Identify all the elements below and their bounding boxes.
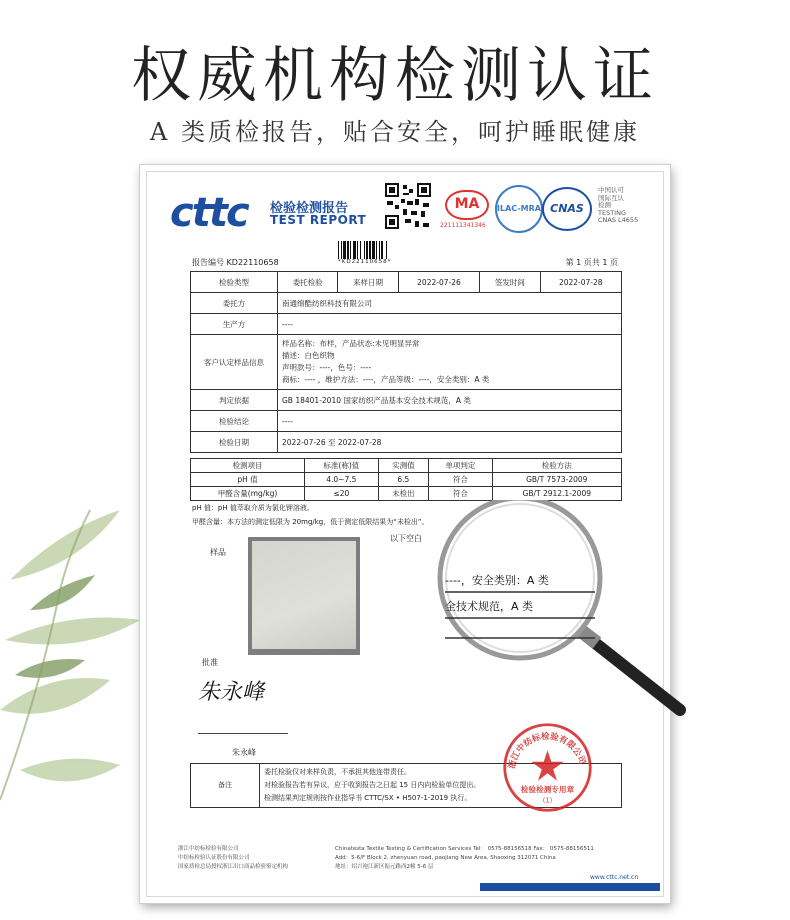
table-row: 甲醛含量(mg/kg) ≤20 未检出 符合 GB/T 2912.1-2009 <box>191 487 622 501</box>
footer-company: 浙江中纺标检验有限公司 中纺标检验认证股份有限公司 国家质检总局授权浙江出口商品检验鉴定机构 <box>178 846 289 870</box>
results-header-row: 检测项目 标准(称)值 实测值 单项判定 检验方法 <box>191 459 622 473</box>
svg-text:检验检测专用章: 检验检测专用章 <box>520 785 575 795</box>
page-title: 权威机构检测认证 <box>131 41 659 111</box>
cnas-badge: CNAS <box>542 187 592 231</box>
leaf-decoration <box>0 470 160 810</box>
svg-text:(1): (1) <box>542 796 553 805</box>
table-row: pH 值 4.0~7.5 6.5 符合 GB/T 7573-2009 <box>191 473 622 487</box>
remarks-table: 备注 委托检验仅对来样负责，不承担其他连带责任。 对检验报告若有异议，应于收到报告之日起 15 日内向检验单位提出。 检测结果判定规则按作业指导书 CTTC/SX • H507-1-2019 执行。 <box>190 763 622 808</box>
cma-number: 221111341346 <box>440 222 486 229</box>
qr-code-icon <box>385 183 431 229</box>
footer-bar <box>480 883 660 891</box>
fabric-sample-image <box>248 537 360 655</box>
test-results-table <box>190 458 622 501</box>
report-info-table: 检验类型 委托检验 来样日期 2022-07-26 签发时间 2022-07-28 委托方 南通绵酷纺织科技有限公司 生产方 ---- 客户认定样品信息 样品名称：布样，产品状态:未见明显异常 描述：白色织物 声明款号：----，色号：---- 商标：---- ，维护方法：----，产品等级：----，安全类别：A 类 判定依据 GB 18401-2010 国家纺织产品基本安全技术规范，A 类 检验结论 ---- 检验日期 2022-07-26 至 2022-07-28 <box>190 271 622 453</box>
cttc-logo <box>170 190 367 236</box>
cma-badge: MA <box>445 190 489 220</box>
signer-name: 朱永峰 <box>232 748 256 757</box>
official-stamp <box>500 720 595 815</box>
magnified-text-1: ----，安全类别：A 类 <box>445 574 549 587</box>
note-formaldehyde: 甲醛含量：本方法的测定低限为 20mg/kg，低于测定低限结果为“未检出”。 <box>192 518 429 526</box>
barcode <box>337 241 413 259</box>
approve-label: 批准 <box>202 658 218 667</box>
page-number: 第 1 页共 1 页 <box>565 258 618 267</box>
svg-text:浙江中纺标检验有限公司: 浙江中纺标检验有限公司 <box>507 731 587 770</box>
magnifying-glass-icon <box>425 500 695 720</box>
report-title-cn: 检验检测报告 <box>270 201 349 216</box>
sample-label: 样品 <box>210 548 226 557</box>
signature-line <box>198 733 288 734</box>
blank-below-label: 以下空白 <box>390 534 422 543</box>
footer-contact: Chinatesta Textile Testing & Certification Services Tel： 0575-88156518 Fax： 0575-88156511 Add：5-6/F Block 2, zhenyuan road, paojiang New Area, Shaoxing 312071 China 地址：绍兴袍江新区振元路西2幢 5-6 层 <box>335 846 594 870</box>
magnified-text-2: 全技术规范，A 类 <box>445 600 534 613</box>
note-ph: pH 值：pH 值萃取介质为氯化钾溶液。 <box>192 504 314 512</box>
testing-label: 中国认可 国际互认 检测 TESTING CNAS L4655 <box>598 186 639 224</box>
cttc-logo-mark: cttc <box>170 190 248 236</box>
ilac-mra-badge: ILAC-MRA <box>495 185 543 233</box>
report-title-en: TEST REPORT <box>270 213 367 227</box>
page-subtitle: A 类质检报告，贴合安全，呵护睡眠健康 <box>150 118 640 146</box>
barcode-number: *KD22110658* <box>338 259 392 265</box>
handwritten-signature: 朱永峰 <box>198 680 265 705</box>
report-number: 报告编号 KD22110658 <box>192 258 279 267</box>
footer-url: www.cttc.net.cn <box>590 874 639 881</box>
